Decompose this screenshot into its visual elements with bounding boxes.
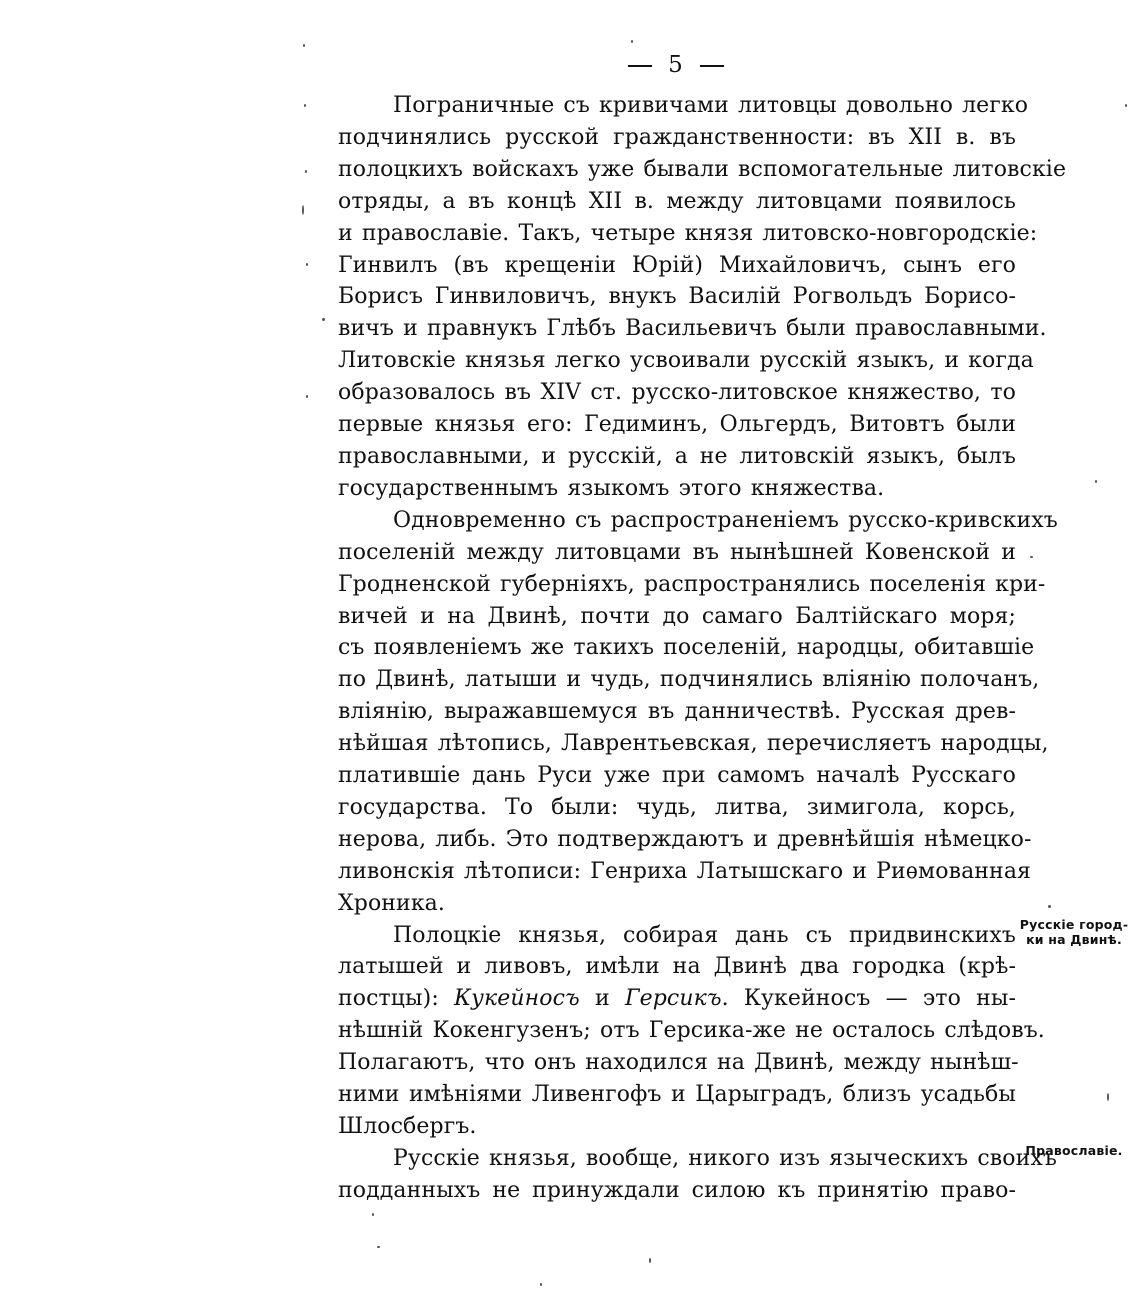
margin-note-line: Православіе. [1025,1143,1123,1158]
scan-speck [1048,905,1051,908]
paragraph-1 [338,90,1067,505]
scan-speck [1030,556,1033,558]
text-line: Русскіе князья, вообще, никого изъ языческихъ своихъ [393,1145,1057,1171]
paragraph-3 [338,920,1045,1143]
paragraph-4 [338,1143,1057,1207]
text-line: подданныхъ не принуждали силою къ принятію право- [338,1177,1016,1203]
text-line: Хроника. [338,890,445,916]
text-fragment: и [579,986,625,1012]
page-number [0,52,1140,78]
scan-speck [372,1213,374,1216]
scan-speck [305,170,307,173]
text-line: нерова, либь. Это подтверждаютъ и древнѣйшія нѣмецко- [338,826,1032,852]
text-line: вліянію, выражавшемуся въ данничествѣ. Русская древ- [338,699,1016,725]
scan-speck [1107,1093,1109,1101]
scan-speck [304,104,306,107]
text-line: отряды, а въ концѣ XII в. между литовцами появилось [338,188,1016,214]
text-fragment: . Кукейносъ — это ны- [721,986,1017,1012]
text-line: государства. То были: чудь, литва, зимигола, корсь, [338,794,1016,820]
scan-speck [306,395,308,398]
text-line: Гродненской губерніяхъ, распространялись поселенія кри- [338,571,1046,597]
text-line: съ появленіемъ же такихъ поселеній, народцы, обитавшіе [338,635,1035,661]
page-number-value: 5 [668,52,684,78]
scan-speck [322,318,325,321]
margin-note-orthodoxy [1018,1143,1130,1158]
text-line: Полагаютъ, что онъ находился на Двинѣ, между нынѣш- [338,1050,1019,1076]
text-line-mixed [338,983,1016,1015]
text-line: подчинялись русской гражданственности: въ XII в. въ [338,124,1016,150]
scan-speck [302,205,304,215]
text-line: Борисъ Гинвиловичъ, внукъ Василій Рогвольдъ Борисо- [338,284,1016,310]
place-name-gersik: Герсикъ [624,986,722,1012]
text-line: первые князья его: Гедиминъ, Ольгердъ, Витовтъ были [338,412,1016,438]
scan-speck [1125,104,1127,107]
text-line: вичъ и правнукъ Глѣбъ Васильевичъ были православными. [338,316,1047,342]
text-line: православными, и русскій, а не литовскій языкъ, былъ [338,443,1016,469]
text-line: Одновременно съ распространеніемъ русско-кривскихъ [393,507,1058,533]
text-line: образовалось въ XIV ст. русско-литовское княжество, то [338,380,1016,406]
text-line: латышей и ливовъ, имѣли на Двинѣ два городка (крѣ- [338,954,1016,980]
text-line: полоцкихъ войскахъ уже бывали вспомогательные литовскіе [338,156,1067,182]
text-line: платившіе дань Руси уже при самомъ началѣ Русскаго [338,763,1016,789]
text-line: Шлосбергъ. [338,1114,477,1139]
place-name-kukeynos: Кукейносъ [454,986,580,1012]
scan-speck [540,1283,542,1286]
text-line: Пограничные съ кривичами литовцы довольно легко [393,93,1029,118]
margin-note-line: ки на Двинѣ. [1026,932,1122,947]
text-line: Литовскіе князья легко усвоивали русскій языкъ, и когда [338,348,1034,374]
text-line: Гинвилъ (въ крещеніи Юрій) Михайловичъ, сынъ его [338,252,1016,278]
paragraph-2 [338,505,1058,920]
text-line: ними имѣніями Ливенгофъ и Царыградъ, близъ усадьбы [338,1082,1016,1108]
scan-speck [631,40,633,43]
page-number-dash-right [700,65,724,67]
scan-speck [306,263,308,266]
text-line: нѣйшая лѣтопись, Лаврентьевская, перечисляетъ народцы, [338,731,1049,757]
scan-speck [303,44,305,47]
text-line: поселеній между литовцами въ нынѣшней Ковенской и [338,539,1016,565]
text-line: и православіе. Такъ, четыре князя литовско-новгородскіе: [338,220,1038,246]
text-line: Полоцкіе князья, собирая дань съ придвинскихъ [393,922,1016,948]
body-text [338,90,1067,1207]
text-fragment: постцы): [338,986,455,1012]
margin-note-russian-towns [1018,917,1130,947]
text-line: нѣшній Кокенгузенъ; отъ Герсика-же не осталось слѣдовъ. [338,1018,1045,1044]
scan-speck [377,1246,380,1248]
text-line: вичей и на Двинѣ, почти до самаго Балтійскаго моря; [338,603,1016,629]
page-number-dash-left [628,65,652,67]
text-line: государственнымъ языкомъ этого княжества. [338,475,885,501]
text-line: по Двинѣ, латыши и чудь, подчинялись вліянію полочанъ, [338,667,1040,693]
scan-speck [649,1258,651,1263]
scan-speck [1095,480,1097,483]
text-line: ливонскія лѣтописи: Генриха Латышскаго и Риѳмованная [338,858,1032,884]
margin-note-line: Русскіе город- [1019,917,1129,932]
